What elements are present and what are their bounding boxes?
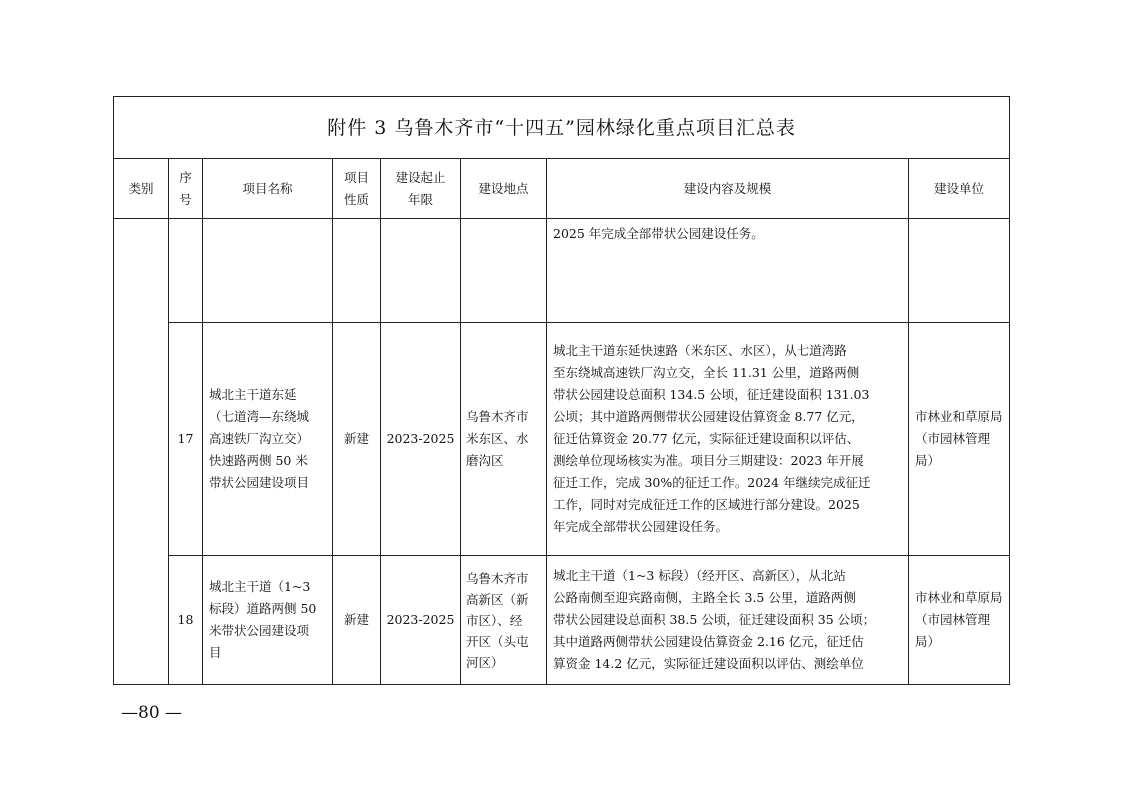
unit-line: （市园林管理	[915, 431, 991, 446]
name-line: 快速路两侧 50 米	[209, 453, 308, 468]
header-nature-line: 性质	[343, 191, 369, 207]
content-line: 公路南侧至迎宾路南侧，主路全长 3.5 公里，道路两侧	[553, 590, 856, 605]
unit-line: 市林业和草原局	[915, 590, 1003, 605]
location-line: 乌鲁木齐市	[466, 570, 529, 586]
location-line: 乌鲁木齐市	[466, 409, 529, 424]
name-line: 目	[209, 645, 222, 660]
location-cell	[461, 219, 547, 323]
unit-line: 局）	[915, 453, 941, 468]
header-seq-line: 序	[179, 169, 192, 185]
content-line: 工作，同时对完成征迁工作的区域进行部分建设。2025	[553, 497, 860, 512]
location-line: 磨沟区	[466, 453, 504, 468]
unit-line: （市园林管理	[915, 612, 991, 627]
content-line: 征迁工作，完成 30%的征迁工作。2024 年继续完成征迁	[553, 475, 871, 490]
name-line: 带状公园建设项目	[209, 475, 310, 490]
period-cell: 2023-2025	[381, 323, 461, 556]
location-line: 高新区（新	[466, 591, 529, 607]
table-row	[114, 219, 1010, 323]
content-cell	[547, 556, 909, 685]
content-line: 至东绕城高速铁厂沟立交，全长 11.31 公里，道路两侧	[553, 365, 860, 380]
header-period-line: 年限	[407, 191, 433, 207]
name-cell	[203, 556, 333, 685]
table-row	[114, 556, 1010, 685]
nature-cell: 新建	[333, 323, 381, 556]
summary-table-container	[113, 96, 1009, 685]
name-cell	[203, 323, 333, 556]
content-line: 带状公园建设总面积 38.5 公顷，征迁建设面积 35 公顷；	[553, 612, 876, 627]
unit-cell	[909, 556, 1010, 685]
content-line: 测绘单位现场核实为准。项目分三期建设：2023 年开展	[553, 453, 864, 468]
header-unit: 建设单位	[909, 159, 1010, 219]
unit-cell	[909, 219, 1010, 323]
table-title: 附件 3 乌鲁木齐市“十四五”园林绿化重点项目汇总表	[114, 97, 1010, 159]
name-line: 城北主干道（1~3	[209, 579, 311, 594]
category-cell	[114, 219, 169, 685]
header-row	[114, 159, 1010, 219]
unit-cell	[909, 323, 1010, 556]
header-nature-line: 项目	[343, 169, 369, 185]
content-line: 征迁估算资金 20.77 亿元，实际征迁建设面积以评估、	[553, 431, 860, 446]
header-category: 类别	[114, 159, 169, 219]
content-line: 城北主干道东延快速路（米东区、水区），从七道湾路	[553, 343, 847, 358]
name-cell	[203, 219, 333, 323]
content-line: 其中道路两侧带状公园建设估算资金 2.16 亿元，征迁估	[553, 634, 864, 649]
header-seq-line: 号	[179, 191, 192, 207]
location-line: 开区（头屯	[466, 633, 529, 649]
seq-cell	[169, 219, 203, 323]
location-line: 米东区、水	[466, 431, 529, 446]
content-cell	[547, 219, 909, 323]
header-nature	[333, 159, 381, 219]
table-row	[114, 323, 1010, 556]
content-line: 公顷；其中道路两侧带状公园建设估算资金 8.77 亿元，	[553, 409, 864, 424]
name-line: 米带状公园建设项	[209, 623, 310, 638]
seq-cell: 17	[169, 323, 203, 556]
content-line: 2025 年完成全部带状公园建设任务。	[553, 226, 764, 241]
content-line: 年完成全部带状公园建设任务。	[553, 519, 729, 534]
header-content: 建设内容及规模	[547, 159, 909, 219]
content-line: 城北主干道（1~3 标段）（经开区、高新区），从北站	[553, 568, 846, 583]
name-line: 城北主干道东延	[209, 387, 297, 402]
page-number: —80 —	[121, 703, 183, 723]
name-line: （七道湾—东绕城	[209, 409, 310, 424]
header-name: 项目名称	[203, 159, 333, 219]
unit-line: 市林业和草原局	[915, 409, 1003, 424]
header-seq	[169, 159, 203, 219]
header-period	[381, 159, 461, 219]
header-location: 建设地点	[461, 159, 547, 219]
header-period-line: 建设起止	[395, 169, 446, 185]
period-cell: 2023-2025	[381, 556, 461, 685]
content-line: 带状公园建设总面积 134.5 公顷，征迁建设面积 131.03	[553, 387, 870, 402]
summary-table	[113, 96, 1010, 685]
location-cell	[461, 323, 547, 556]
seq-cell: 18	[169, 556, 203, 685]
name-line: 高速铁厂沟立交）	[209, 431, 310, 446]
location-line: 市区）、经	[466, 612, 523, 628]
content-cell	[547, 323, 909, 556]
unit-line: 局）	[915, 634, 941, 649]
content-line: 算资金 14.2 亿元，实际征迁建设面积以评估、测绘单位	[553, 656, 864, 671]
location-cell	[461, 556, 547, 685]
period-cell	[381, 219, 461, 323]
location-line: 河区）	[466, 654, 504, 670]
name-line: 标段）道路两侧 50	[209, 601, 317, 616]
nature-cell	[333, 219, 381, 323]
nature-cell: 新建	[333, 556, 381, 685]
